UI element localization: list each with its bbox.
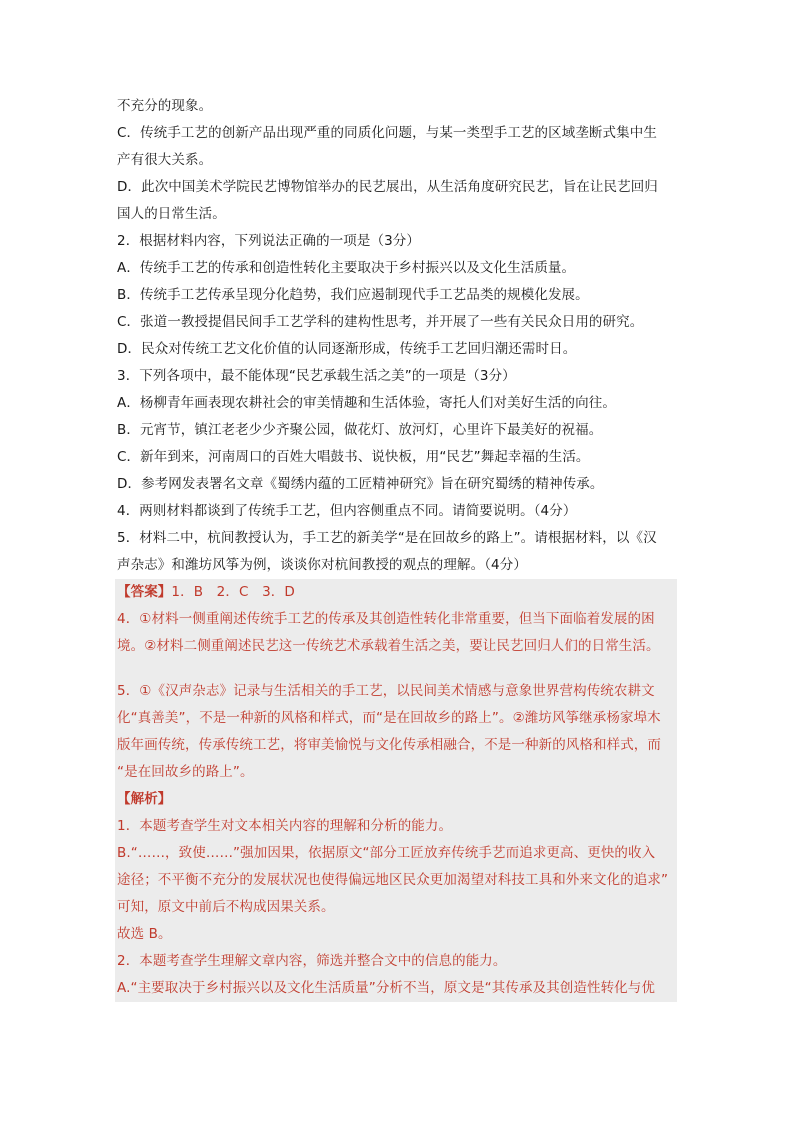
option-d-line: D．参考网发表署名文章《蜀绣内蕴的工匠精神研究》旨在研究蜀绣的精神传承。	[117, 476, 604, 492]
option-a-line: A．杨柳青年画表现农耕社会的审美情趣和生活体验，寄托人们对美好生活的向往。	[117, 395, 616, 411]
answer-q4-line: 境。②材料二侧重阐述民艺这一传统艺术承载着生活之美，要让民艺回归人们的日常生活。	[115, 633, 677, 660]
answer-q5-line: 版年画传统，传承传统工艺，将审美愉悦与文化传承相融合，不是一种新的风格和样式，而	[115, 732, 677, 759]
analysis-tag: 【解析】	[115, 786, 677, 813]
option-b-line: B．元宵节，镇江老老少少齐聚公园，做花灯、放河灯，心里许下最美好的祝福。	[117, 422, 603, 438]
analysis-block	[117, 786, 677, 1002]
text-line: 产有很大关系。	[117, 152, 213, 168]
analysis-line: 1．本题考查学生对文本相关内容的理解和分析的能力。	[115, 813, 677, 840]
option-a-line: A．传统手工艺的传承和创造性转化主要取决于乡村振兴以及文化生活质量。	[117, 260, 576, 276]
question-4: 4．两则材料都谈到了传统手工艺，但内容侧重点不同。请简要说明。（4分）	[117, 503, 577, 519]
answer-q5-line: 5．①《汉声杂志》记录与生活相关的手工艺，以民间美术情感与意象世界营构传统农耕文	[115, 678, 677, 705]
analysis-line: 2．本题考查学生理解文章内容，筛选并整合文中的信息的能力。	[115, 948, 677, 975]
answer-q5-part: ②潍坊风筝继承杨家埠木	[512, 710, 661, 726]
answer-q4-line: 4．①材料一侧重阐述传统手工艺的传承及其创造性转化非常重要，但当下面临着发展的困	[115, 606, 677, 633]
option-c-line: C．传统手工艺的创新产品出现严重的同质化问题，与某一类型手工艺的区域垄断式集中生	[117, 125, 657, 141]
document-page	[117, 93, 677, 1002]
analysis-line: A.“主要取决于乡村振兴以及文化生活质量”分析不当，原文是“其传承及其创造性转化与优	[115, 975, 677, 1002]
question-2: 2．根据材料内容，下列说法正确的一项是（3分）	[117, 233, 420, 249]
answer-tag: 【答案】	[117, 584, 172, 600]
question-block	[117, 93, 677, 579]
spacer	[115, 660, 677, 678]
analysis-line: 故选 B。	[115, 921, 677, 948]
text-line: 声杂志》和潍坊风筝为例，谈谈你对杭间教授的观点的理解。（4分）	[117, 557, 527, 573]
question-5: 5．材料二中，杭间教授认为，手工艺的新美学“是在回故乡的路上”。请根据材料，以《汉	[117, 530, 657, 546]
analysis-line: 可知，原文中前后不构成因果关系。	[115, 894, 677, 921]
answer-q5-line: “是在回故乡的路上”。	[115, 759, 677, 786]
answer-choices: 1．B 2．C 3．D	[171, 584, 295, 600]
answer-choices-line	[115, 579, 677, 606]
analysis-line: 途径；不平衡不充分的发展状况也使得偏远地区民众更加渴望对科技工具和外来文化的追求”	[115, 867, 677, 894]
option-b-line: B．传统手工艺传承呈现分化趋势，我们应遏制现代手工艺品类的规模化发展。	[117, 287, 589, 303]
analysis-line: B.“……，致使……”强加因果，依据原文“部分工匠放弃传统手艺而追求更高、更快的收入	[115, 840, 677, 867]
option-d-line: D．此次中国美术学院民艺博物馆举办的民艺展出，从生活角度研究民艺，旨在让民艺回归	[117, 179, 658, 195]
option-c-line: C．新年到来，河南周口的百姓大唱鼓书、说快板，用“民艺”舞起幸福的生活。	[117, 449, 590, 465]
question-3: 3．下列各项中，最不能体现“民艺承载生活之美”的一项是（3分）	[117, 368, 516, 384]
answer-block	[117, 579, 677, 786]
option-d-line: D．民众对传统工艺文化价值的认同逐渐形成，传统手工艺回归潮还需时日。	[117, 341, 577, 357]
option-c-line: C．张道一教授提倡民间手工艺学科的建构性思考，并开展了一些有关民众日用的研究。	[117, 314, 644, 330]
answer-q5-line	[115, 705, 677, 732]
answer-q5-part: 化“真善美”，不是一种新的风格和样式，而“是在回故乡的路上”。	[117, 710, 513, 726]
text-line: 国人的日常生活。	[117, 206, 226, 222]
text-line: 不充分的现象。	[117, 98, 213, 114]
